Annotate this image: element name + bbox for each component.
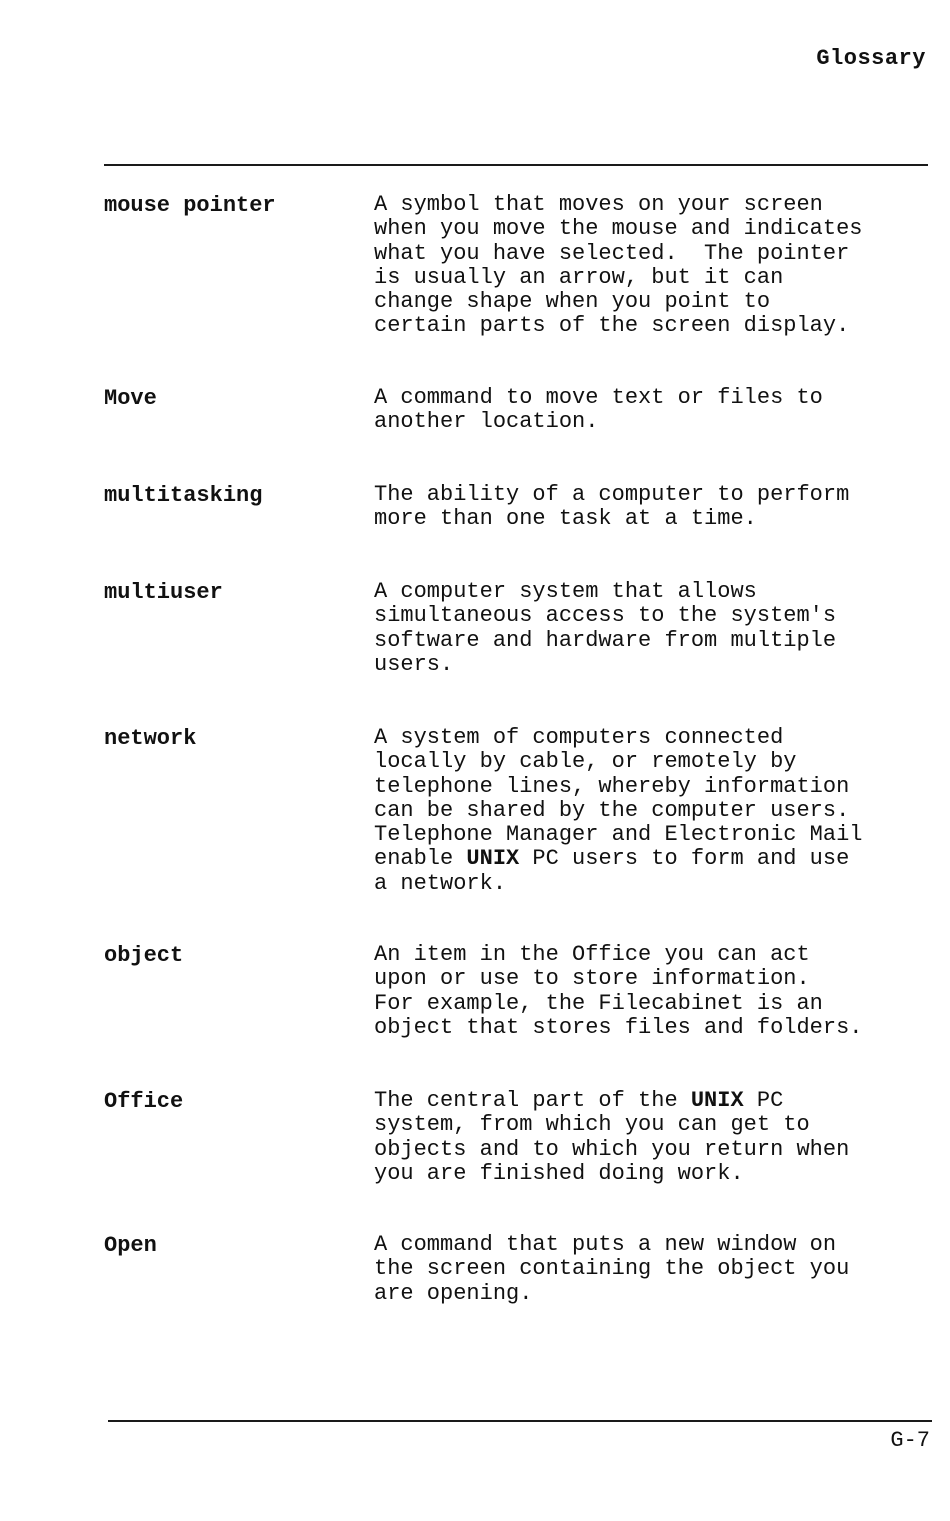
glossary-definition: [374, 1233, 849, 1306]
definition-line: is usually an arrow, but it can: [374, 264, 784, 290]
definition-line: the screen containing the object you: [374, 1256, 850, 1282]
definition-line: A computer system that allows: [374, 579, 757, 604]
definition-line: are opening.: [374, 1280, 533, 1306]
definition-line: you are finished doing work.: [374, 1160, 744, 1186]
definition-line: PC users to form and use: [519, 846, 850, 872]
glossary-definition: [374, 580, 836, 677]
definition-line: certain parts of the screen display.: [374, 313, 850, 339]
definition-line: system, from which you can get to: [374, 1112, 810, 1138]
definition-line: enable: [374, 846, 467, 872]
glossary-term: Move: [104, 386, 157, 411]
definition-line: upon or use to store information.: [374, 966, 810, 992]
definition-line: can be shared by the computer users.: [374, 797, 850, 823]
definition-line: locally by cable, or remotely by: [374, 749, 797, 775]
definition-line: For example, the Filecabinet is an: [374, 990, 823, 1016]
emphasis-unix: UNIX: [690, 1088, 744, 1113]
glossary-definition: [374, 386, 823, 435]
definition-line: PC: [743, 1088, 784, 1113]
definition-line: The central part of the: [374, 1088, 691, 1113]
glossary-term: multiuser: [104, 580, 223, 605]
glossary-term: Office: [104, 1089, 184, 1114]
definition-line: A system of computers connected: [374, 725, 784, 750]
top-divider: [104, 164, 928, 166]
page-number: G-7: [890, 1428, 930, 1453]
bottom-divider: [108, 1420, 932, 1422]
glossary-definition: [374, 483, 849, 532]
definition-line: A symbol that moves on your screen: [374, 192, 823, 217]
glossary-term: network: [104, 726, 197, 751]
definition-line: The ability of a computer to perform: [374, 482, 850, 507]
definition-line: change shape when you point to: [374, 289, 771, 315]
definition-line: An item in the Office you can act: [374, 942, 810, 967]
glossary-definition: [374, 943, 862, 1040]
page-header-title: Glossary: [816, 46, 926, 71]
definition-line: users.: [374, 651, 454, 677]
definition-line: when you move the mouse and indicates: [374, 216, 863, 242]
definition-line: simultaneous access to the system's: [374, 603, 837, 629]
glossary-definition: [374, 1089, 849, 1186]
glossary-definition: [374, 193, 862, 339]
definition-line: software and hardware from multiple: [374, 627, 837, 653]
glossary-definition: [374, 726, 862, 896]
definition-line: A command to move text or files to: [374, 385, 823, 410]
definition-line: more than one task at a time.: [374, 506, 757, 532]
glossary-term: multitasking: [104, 483, 263, 508]
definition-line: another location.: [374, 409, 599, 435]
definition-line: A command that puts a new window on: [374, 1232, 837, 1257]
definition-line: what you have selected. The pointer: [374, 240, 850, 266]
definition-line: telephone lines, whereby information: [374, 773, 850, 799]
definition-line: a network.: [374, 870, 507, 896]
glossary-term: mouse pointer: [104, 193, 276, 218]
emphasis-unix: UNIX: [466, 846, 520, 872]
glossary-term: object: [104, 943, 184, 968]
definition-line: object that stores files and folders.: [374, 1014, 863, 1040]
glossary-term: Open: [104, 1233, 157, 1258]
definition-line: Telephone Manager and Electronic Mail: [374, 822, 863, 848]
definition-line: objects and to which you return when: [374, 1136, 850, 1162]
